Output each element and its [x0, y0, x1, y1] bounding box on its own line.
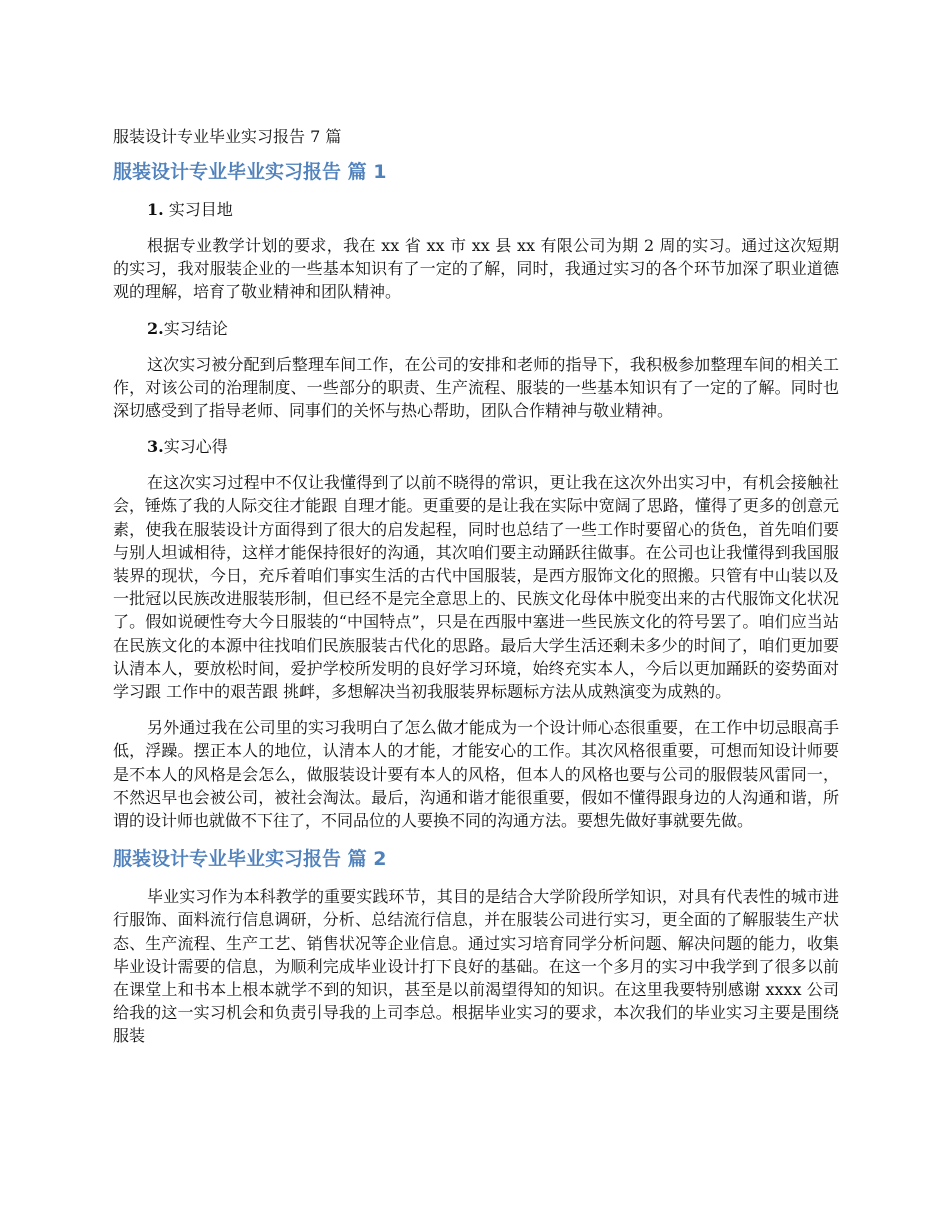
paragraph: 另外通过我在公司里的实习我明白了怎么做才能成为一个设计师心态很重要，在工作中切忌眼高手低，浮躁。摆正本人的地位，认清本人的才能，才能安心的工作。其次风格很重要，可想而知设计师要是不本人的风格是会怎么，做服装设计要有本人的风格，但本人的风格也要与公司的服假装风雷同一，不然迟早也会被公司，被社会淘汰。最后，沟通和谐才能很重要，假如不懂得跟身边的人沟通和谐，所谓的设计师也就做不下往了，不同品位的人要换不同的沟通方法。要想先做好事就要先做。 — [113, 718, 839, 831]
subheading-text: 实习目地 — [163, 200, 233, 219]
section-heading: 服装设计专业毕业实习报告 篇 2 — [113, 848, 387, 871]
section-1 — [113, 158, 839, 832]
subheading-text: 实习心得 — [163, 437, 228, 457]
subheading-number: 3. — [147, 437, 164, 457]
paragraph: 在这次实习过程中不仅让我懂得到了以前不晓得的常识，更让我在这次外出实习中，有机会接触社会，锤炼了我的人际交往才能跟 自理才能。更重要的是让我在实际中宽阔了思路，懂得了更多的创意元素，使我在服装设计方面得到了很大的启发起程，同时也总结了一些工作时要留心的货色，首先咱们要与别人坦诚相待，这样才能保持很好的沟通，其次咱们要主动踊跃往做事。在公司也让我懂得到我国服装界的现状，今日，充斥着咱们事实生活的古代中国服装，是西方服饰文化的照搬。只管有中山装以及一批冠以民族改进服装形制，但已经不是完全意思上的、民族文化母体中脱变出来的古代服饰文化状况了。假如说硬性夸大今日服装的“中国特点”，只是在西服中塞进一些民族文化的符号罢了。咱们应当站在民族文化的本源中往找咱们民族服装古代化的思路。最后大学生活还剩未多少的时间了，咱们更加要认清本人，要放松时间，爱护学校所发明的良好学习环境，始终充实本人，今后以更加踊跃的姿势面对学习跟 工作中的艰苦跟 挑衅，多想解决当初我服装界标题标方法从成熟演变为成熟的。 — [113, 473, 839, 702]
section-heading: 服装设计专业毕业实习报告 篇 1 — [113, 161, 387, 183]
document-title: 服装设计专业毕业实习报告 7 篇 — [113, 127, 342, 146]
paragraph: 这次实习被分配到后整理车间工作，在公司的安排和老师的指导下，我积极参加整理车间的相关工作，对该公司的治理制度、一些部分的职责、生产流程、服装的一些基本知识有了一定的了解。同时也深切感受到了指导老师、同事们的关怀与热心帮助，团队合作精神与敬业精神。 — [113, 354, 839, 421]
paragraph: 根据专业教学计划的要求，我在 xx 省 xx 市 xx 县 xx 有限公司为期 2 周的实习。通过这次短期的实习，我对服装企业的一些基本知识有了一定的了解，同时，我通过实习的各个环节加深了职业道德观的理解，培育了敬业精神和团队精神。 — [113, 236, 839, 302]
subheading-conclusion — [113, 317, 839, 341]
subheading-insights — [113, 435, 839, 459]
subheading-purpose — [113, 198, 839, 222]
paragraph: 毕业实习作为本科教学的重要实践环节，其目的是结合大学阶段所学知识，对具有代表性的城市进行服饰、面料流行信息调研，分析、总结流行信息，并在服装公司进行实习，更全面的了解服装生产状态、生产流程、生产工艺、销售状况等企业信息。通过实习培育同学分析问题、解决问题的能力，收集毕业设计需要的信息，为顺利完成毕业设计打下良好的基础。在这一个多月的实习中我学到了很多以前在课堂上和书本上根本就学不到的知识，甚至是以前渴望得知的知识。在这里我要特别感谢 xxxx 公司给我的这一实习机会和负责引导我的上司李总。根据毕业实习的要求，本次我们的毕业实习主要是围绕服装 — [113, 887, 839, 1046]
section-2 — [113, 845, 839, 1047]
document-page — [113, 124, 839, 1061]
subheading-text: 实习结论 — [163, 318, 228, 338]
subheading-number: 1. — [147, 200, 164, 219]
subheading-number: 2. — [147, 318, 164, 338]
